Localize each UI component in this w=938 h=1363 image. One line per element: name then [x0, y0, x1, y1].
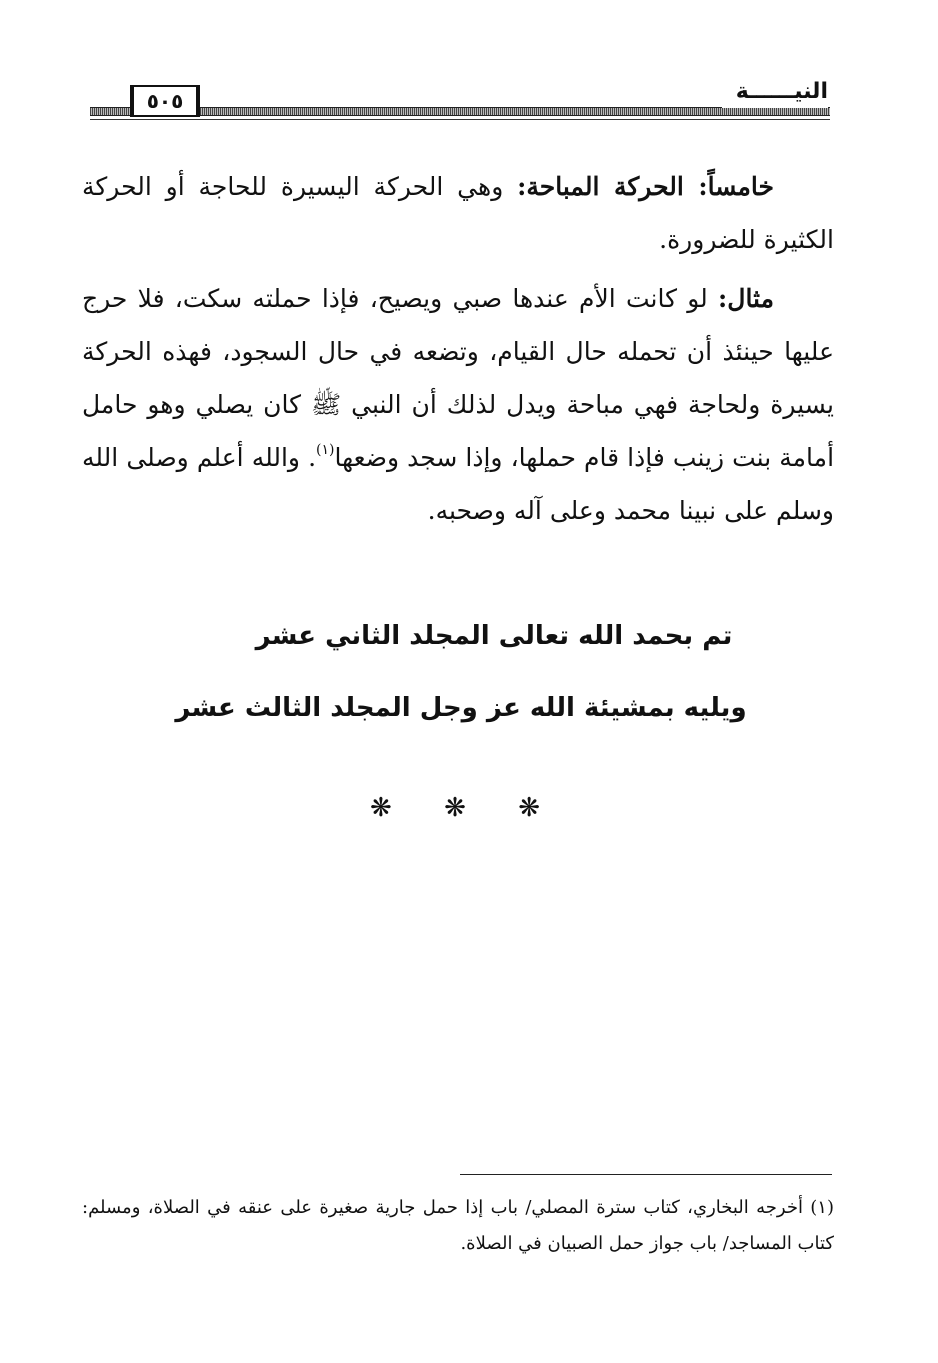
running-header: [90, 74, 830, 124]
paragraph-heading: خامساً: الحركة المباحة:: [517, 172, 774, 201]
paragraph-example: [82, 272, 834, 537]
section-divider: [370, 788, 540, 828]
closing-line-1: تم بحمد الله تعالى المجلد الثاني عشر: [255, 621, 733, 651]
footnote-reference[interactable]: (١): [316, 442, 335, 458]
star-icon: ❋: [518, 793, 540, 823]
star-icon: ❋: [370, 793, 392, 823]
running-title: النيــــــة: [722, 76, 828, 108]
footnote: [82, 1190, 834, 1262]
header-rule: [90, 107, 830, 116]
volume-closing: [82, 608, 834, 736]
main-text: [82, 160, 834, 537]
example-text-end: . والله أعلم وصلى الله وسلم على نبينا محمد وعلى آله وصحبه.: [82, 443, 834, 525]
closing-line-2: ويليه بمشيئة الله عز وجل المجلد الثالث عشر: [175, 693, 747, 723]
paragraph-text: وهي الحركة اليسيرة للحاجة أو الحركة الكثيرة للضرورة.: [82, 172, 834, 254]
paragraph-fifth-movement: [82, 160, 834, 266]
example-heading: مثال:: [718, 284, 774, 313]
footnote-text: (١) أخرجه البخاري، كتاب سترة المصلي/ باب إذا حمل جارية صغيرة على عنقه في الصلاة، ومسلم: كتاب المساجد/ باب جواز حمل الصبيان في الصلاة.: [82, 1197, 834, 1254]
page-number: ٥٠٥: [130, 85, 200, 117]
header-rule-thin: [90, 119, 830, 120]
footnote-separator: [460, 1174, 832, 1175]
star-icon: ❋: [444, 793, 466, 823]
example-text: لو كانت الأم عندها صبي ويصيح، فإذا حملته سكت، فلا حرج عليها حينئذ أن تحمله حال القيام، وتضعه في حال السجود، فهذه الحركة يسيرة ولحاجة فهي مباحة ويدل لذلك أن النبي ﷺ كان يصلي وهو حامل أمامة بنت زينب فإذا قام حملها، وإذا سجد وضعها: [82, 284, 835, 472]
